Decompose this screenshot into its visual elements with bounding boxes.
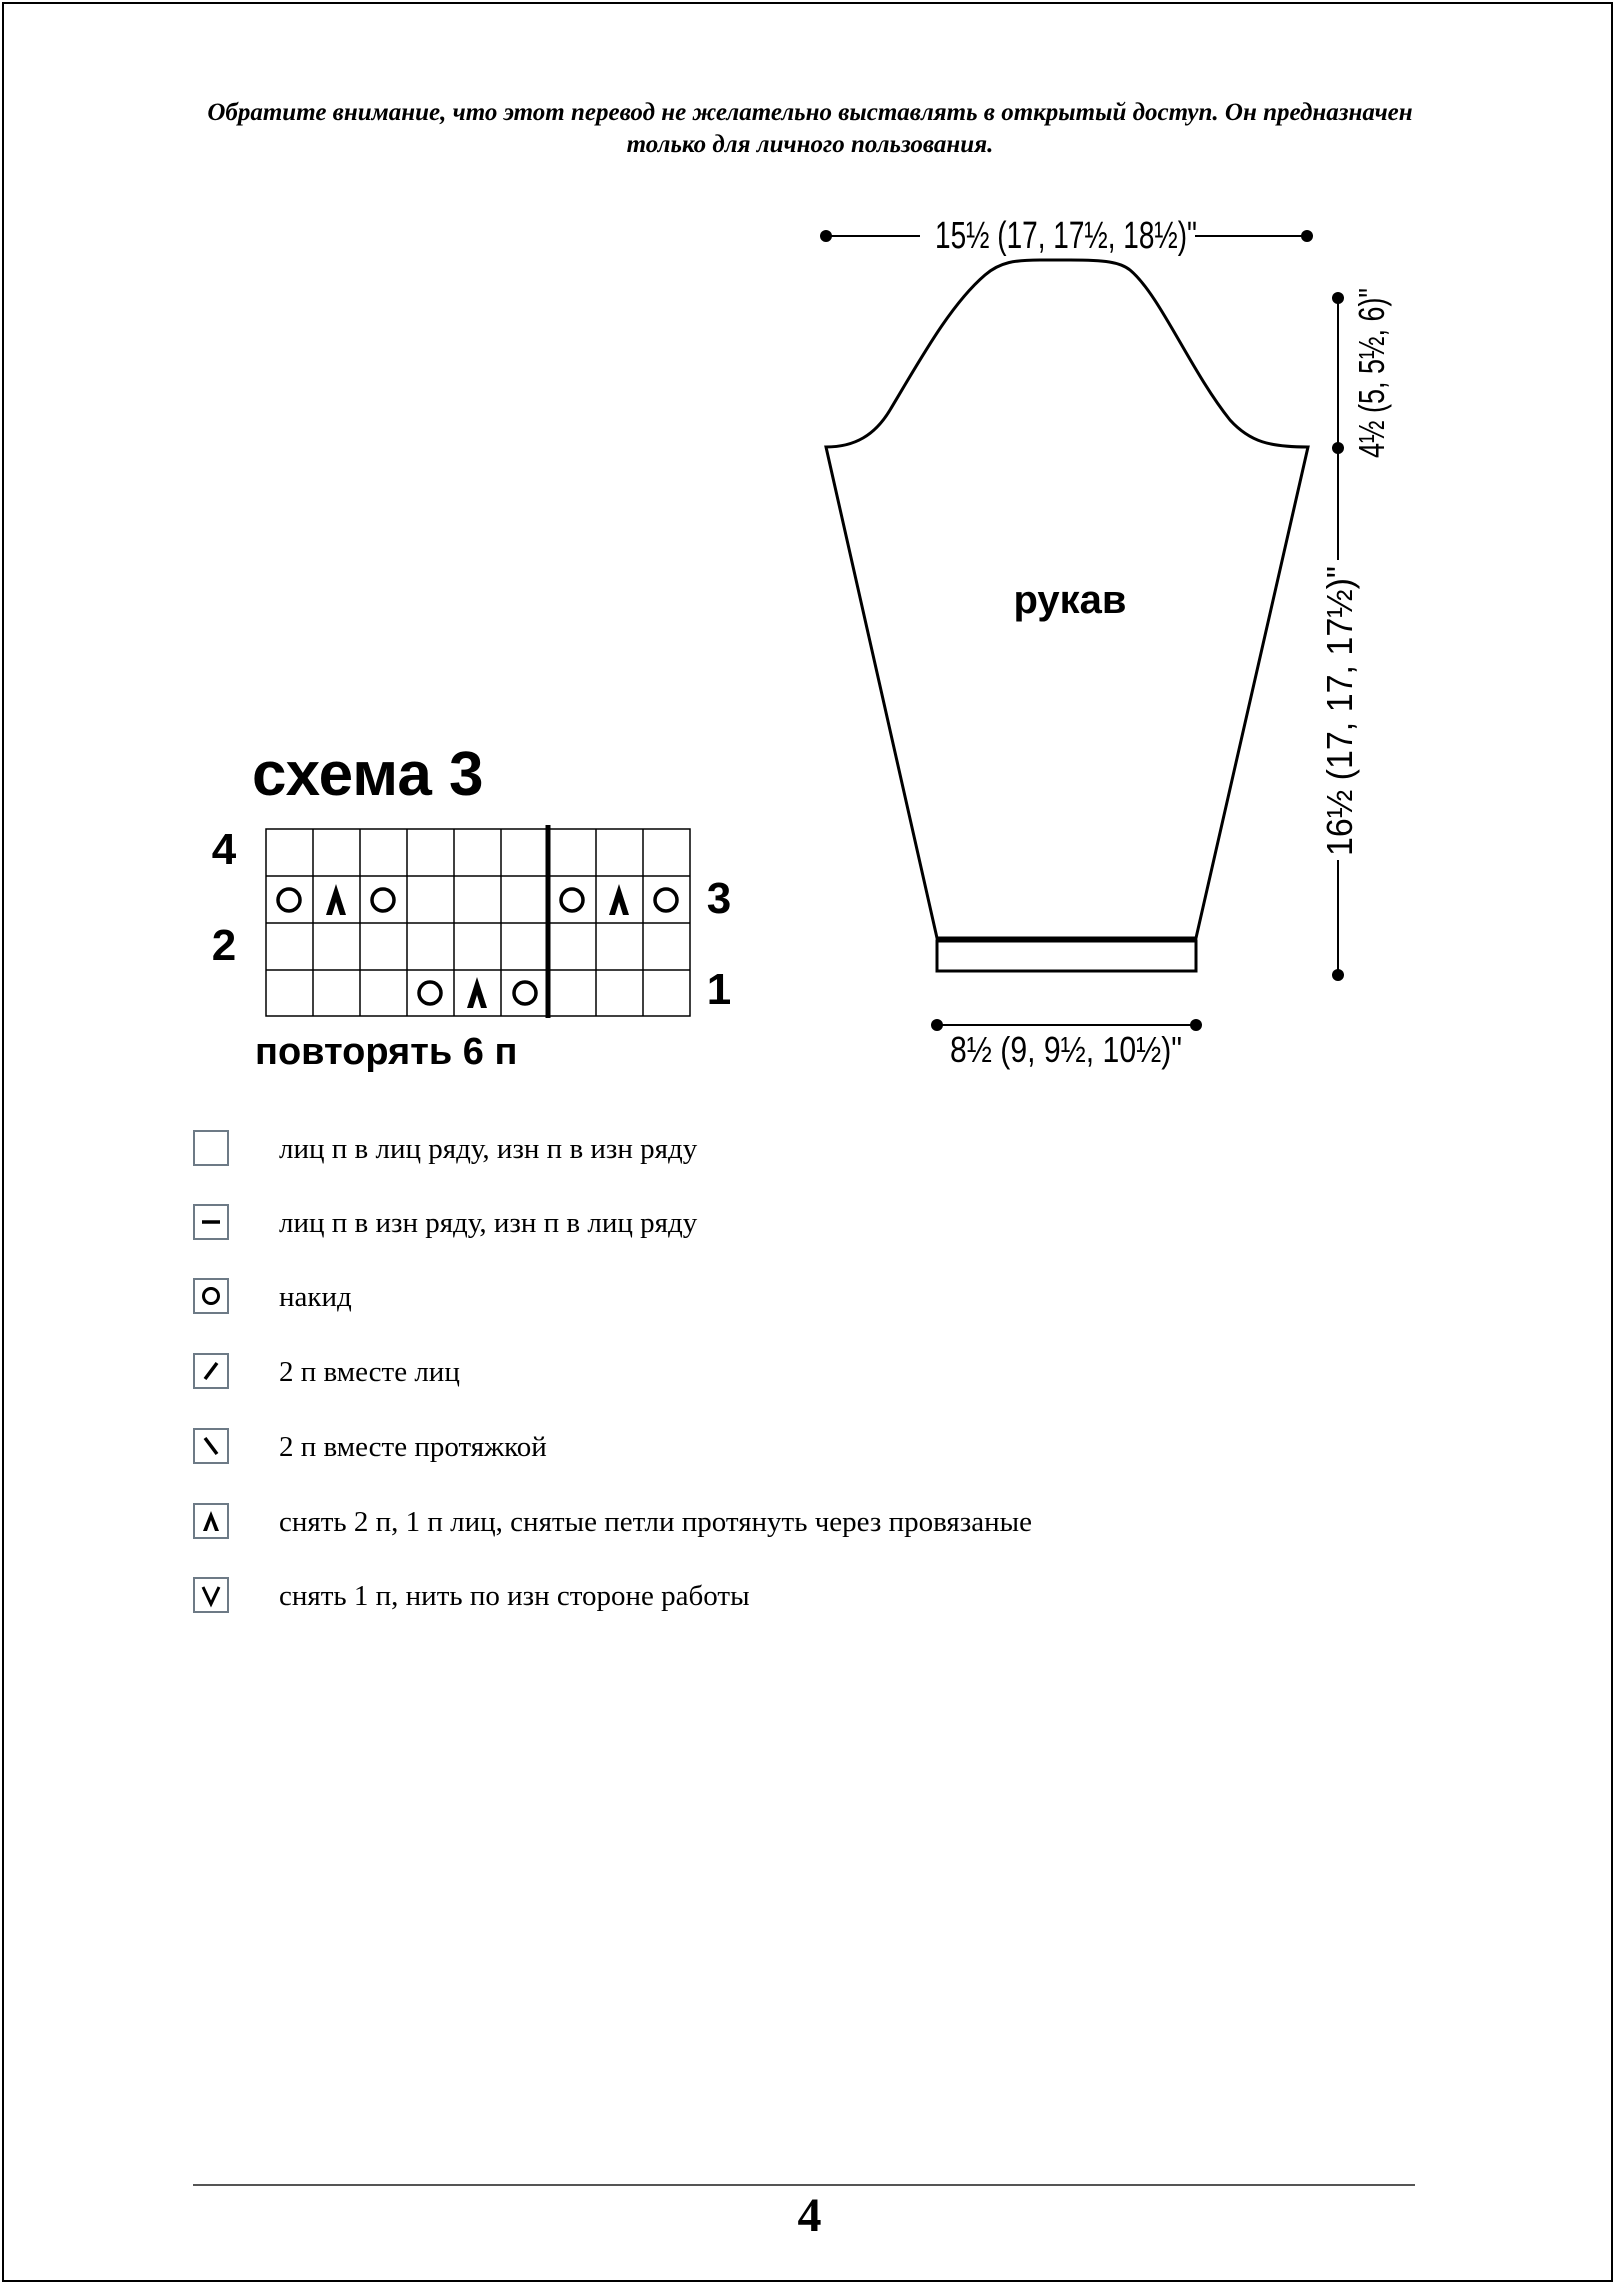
scheme-3 [200, 740, 770, 1095]
notice-text: Обратите внимание, что этот перевод не желательно выставлять в открытый доступ. Он предназначен только для личного пользования. [207, 99, 1413, 158]
sleeve-cuff [937, 941, 1196, 971]
legend-item [193, 1575, 1193, 1615]
legend-item [193, 1202, 1193, 1242]
legend-item [193, 1501, 1193, 1541]
v-square-icon [193, 1577, 229, 1613]
row-label-3: 3 [706, 874, 732, 923]
scheme-title: схема 3 [252, 740, 484, 809]
footer-divider [193, 2184, 1415, 2186]
empty-square-icon [193, 1130, 229, 1166]
row-label-4: 4 [211, 825, 237, 874]
dash-square-icon [193, 1204, 229, 1240]
sleeve-length: 16½ (17, 17, 17½)" [1319, 549, 1360, 856]
scheme-repeat-note: повторять 6 п [255, 1031, 518, 1073]
legend-item [193, 1276, 1193, 1316]
sleeve-schematic [770, 180, 1420, 1100]
left-slant-square-icon [193, 1428, 229, 1464]
sleeve-cap-height: 4½ (5, 5½, 6)" [1351, 231, 1392, 458]
sleeve-label: рукав [1013, 578, 1127, 622]
circle-square-icon [193, 1278, 229, 1314]
right-slant-square-icon [193, 1353, 229, 1389]
sleeve-width-top: 15½ (17, 17½, 18½)" [935, 215, 1197, 257]
legend-text: снять 2 п, 1 п лиц, снятые петли протянуть через провязаные [279, 1506, 1032, 1538]
legend-text: 2 п вместе лиц [279, 1356, 460, 1388]
arrowhead-up-square-icon [193, 1503, 229, 1539]
legend-text: 2 п вместе протяжкой [279, 1431, 547, 1463]
legend-text: снять 1 п, нить по изн стороне работы [279, 1580, 750, 1612]
row-label-2: 2 [211, 921, 237, 970]
legend-item [193, 1426, 1193, 1466]
page-number: 4 [797, 2189, 822, 2242]
row-label-1: 1 [706, 965, 732, 1014]
legend-item [193, 1128, 1193, 1168]
legend-text: лиц п в лиц ряду, изн п в изн ряду [279, 1133, 698, 1165]
legend-item [193, 1351, 1193, 1391]
stitch-grid [200, 820, 740, 1020]
sleeve-width-bottom: 8½ (9, 9½, 10½)" [950, 1029, 1182, 1070]
legend-text: накид [279, 1281, 352, 1313]
legend-text: лиц п в изн ряду, изн п в лиц ряду [279, 1207, 698, 1239]
